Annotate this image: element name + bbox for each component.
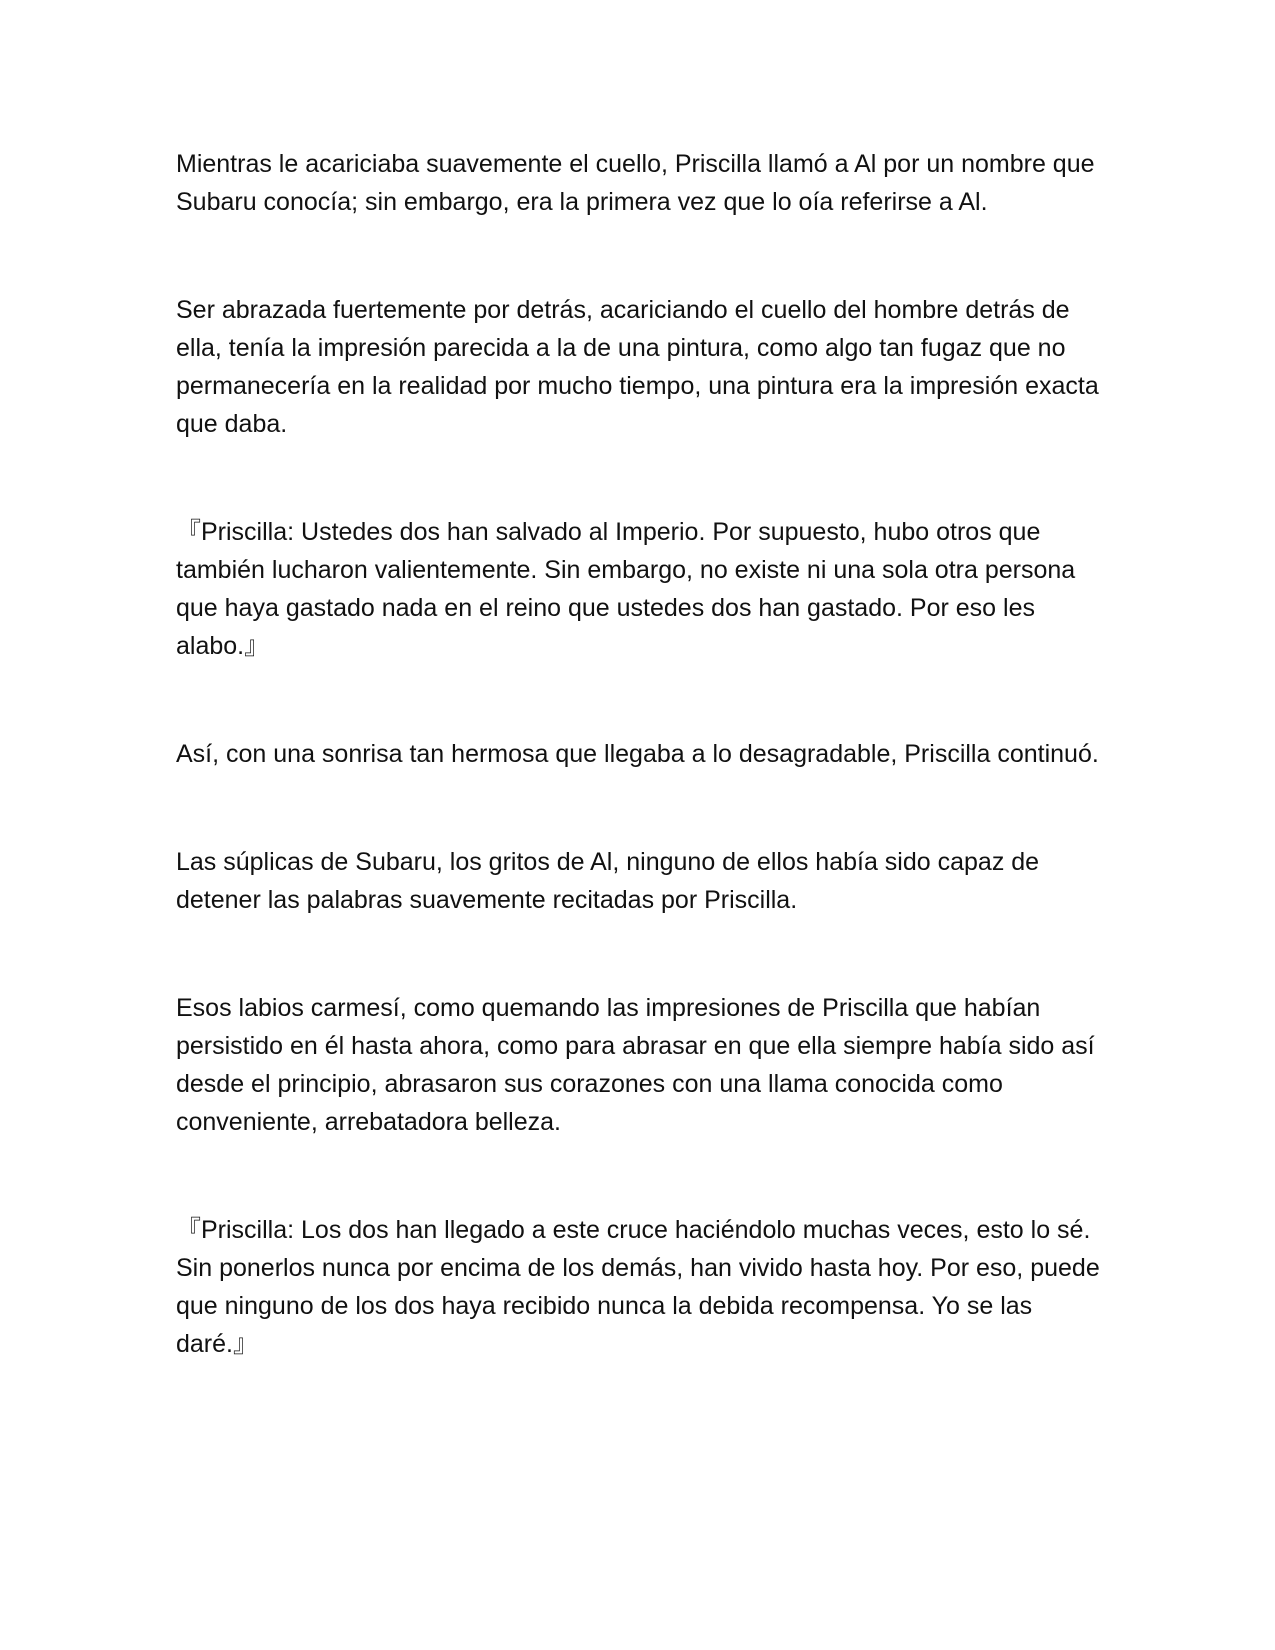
paragraph-3-dialogue: 『Priscilla: Ustedes dos han salvado al Imperio. Por supuesto, hubo otros que también lucharon valientemente. Sin embargo, no existe ni una sola otra persona que haya gastado nada en el reino que ustedes dos han gastado. Por eso les alabo.』	[176, 518, 1076, 660]
paragraph-6: Esos labios carmesí, como quemando las impresiones de Priscilla que habían persistido en él hasta ahora, como para abrasar en que ella siempre había sido así desde el principio, abrasaron sus corazones con una llama conocida como conveniente, arrebatadora belleza.	[176, 994, 1095, 1136]
paragraph-1: Mientras le acariciaba suavemente el cuello, Priscilla llamó a Al por un nombre que Subaru conocía; sin embargo, era la primera vez que lo oía referirse a Al.	[176, 150, 1095, 216]
paragraph-2: Ser abrazada fuertemente por detrás, acariciando el cuello del hombre detrás de ella, tenía la impresión parecida a la de una pintura, como algo tan fugaz que no permanecería en la realidad por mucho tiempo, una pintura era la impresión exacta que daba.	[176, 296, 1099, 438]
document-body	[176, 145, 1106, 1363]
paragraph-5: Las súplicas de Subaru, los gritos de Al, ninguno de ellos había sido capaz de detener las palabras suavemente recitadas por Priscilla.	[176, 848, 1040, 914]
paragraph-4: Así, con una sonrisa tan hermosa que llegaba a lo desagradable, Priscilla continuó.	[176, 740, 1099, 768]
paragraph-7-dialogue: 『Priscilla: Los dos han llegado a este cruce haciéndolo muchas veces, esto lo sé. Sin ponerlos nunca por encima de los demás, han vivido hasta hoy. Por eso, puede que ninguno de los dos haya recibido nunca la debida recompensa. Yo se las daré.』	[176, 1216, 1100, 1358]
